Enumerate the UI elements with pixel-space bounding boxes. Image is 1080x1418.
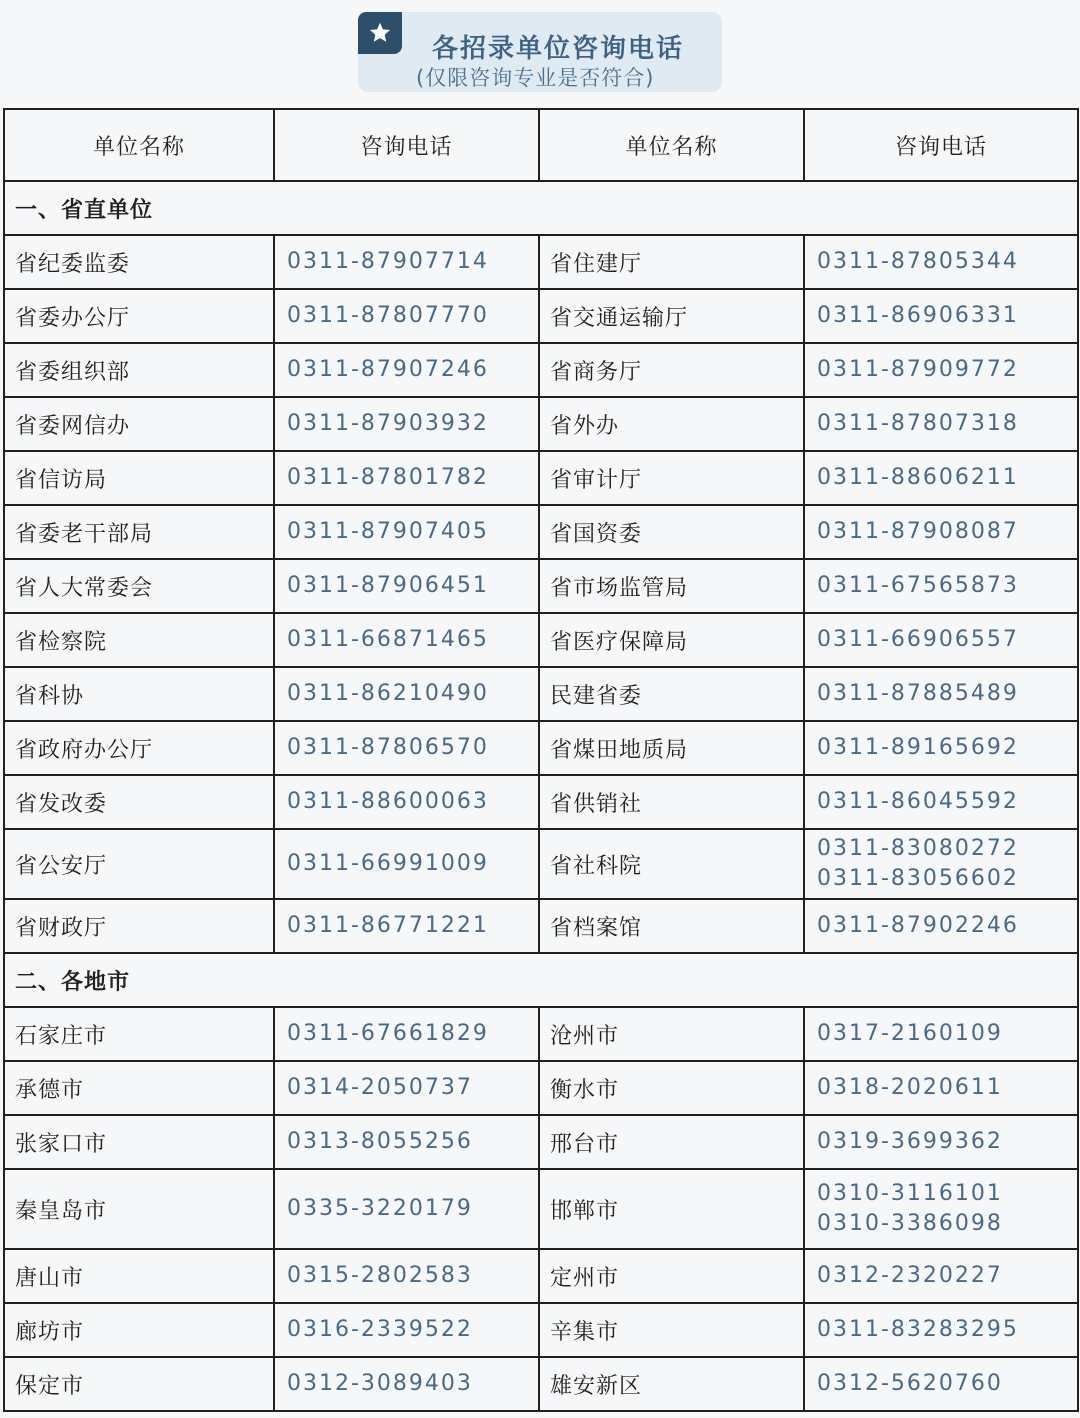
phone-number: 0311-87909772 [817,357,1019,382]
unit-name-cell: 省审计厅 [539,451,804,505]
phone-cell [274,1303,539,1357]
unit-name-cell: 省公安厅 [4,829,274,899]
phone-cell [804,899,1078,953]
header-unit-name: 单位名称 [539,109,804,181]
phone-cell [804,1357,1078,1411]
phone-number: 0312-3089403 [287,1371,473,1396]
table-row [4,667,1078,721]
table-row [4,397,1078,451]
phone-number: 0311-87885489 [817,681,1019,706]
phone-cell [274,1169,539,1249]
table-header-row [4,109,1078,181]
table-row [4,1061,1078,1115]
table-row [4,1249,1078,1303]
phone-cell [804,289,1078,343]
unit-name-cell: 省委老干部局 [4,505,274,559]
star-icon [358,12,402,54]
phone-cell [804,1061,1078,1115]
unit-name-cell: 省检察院 [4,613,274,667]
table-row [4,721,1078,775]
phone-cell [274,1115,539,1169]
page-subtitle: (仅限咨询专业是否符合) [416,66,655,90]
unit-name-cell: 省住建厅 [539,235,804,289]
unit-name-cell: 省档案馆 [539,899,804,953]
phone-cell [804,559,1078,613]
table-row [4,1169,1078,1249]
phone-number: 0311-83080272 [817,836,1019,861]
phone-number: 0311-66871465 [287,627,489,652]
table-body [4,181,1078,1411]
table-row [4,1115,1078,1169]
phone-number: 0311-88600063 [287,789,489,814]
unit-name-cell: 石家庄市 [4,1007,274,1061]
phone-number: 0311-87907405 [287,519,489,544]
section-title: 二、各地市 [4,953,1078,1007]
unit-name-cell: 省医疗保障局 [539,613,804,667]
section-row [4,953,1078,1007]
phone-cell [804,1007,1078,1061]
phone-cell [274,1249,539,1303]
table-row [4,289,1078,343]
phone-cell [804,397,1078,451]
phone-number: 0311-67565873 [817,573,1019,598]
unit-name-cell: 省交通运输厅 [539,289,804,343]
unit-name-cell: 辛集市 [539,1303,804,1357]
phone-number: 0311-87903932 [287,411,489,436]
phone-number: 0311-67661829 [287,1021,489,1046]
phone-cell [274,899,539,953]
unit-name-cell: 省发改委 [4,775,274,829]
phone-cell [274,343,539,397]
phone-number: 0311-87805344 [817,249,1019,274]
phone-number: 0311-88606211 [817,465,1019,490]
phone-number: 0311-87902246 [817,913,1019,938]
phone-number: 0311-87801782 [287,465,489,490]
phone-number: 0311-86210490 [287,681,489,706]
section-row [4,181,1078,235]
unit-name-cell: 省委网信办 [4,397,274,451]
unit-name-cell: 秦皇岛市 [4,1169,274,1249]
phone-cell [804,775,1078,829]
phone-cell [274,829,539,899]
phone-cell [804,829,1078,899]
phone-cell [274,775,539,829]
phone-cell [804,343,1078,397]
unit-name-cell: 承德市 [4,1061,274,1115]
unit-name-cell: 衡水市 [539,1061,804,1115]
phone-number: 0311-87907714 [287,249,489,274]
phone-number: 0311-87807770 [287,303,489,328]
phone-number: 0311-87908087 [817,519,1019,544]
table-row [4,1303,1078,1357]
phone-number: 0312-2320227 [817,1263,1003,1288]
phone-number: 0315-2802583 [287,1263,473,1288]
phone-number: 0311-87806570 [287,735,489,760]
unit-name-cell: 省市场监管局 [539,559,804,613]
phone-cell [274,559,539,613]
phone-number: 0311-66991009 [287,851,489,876]
table-row [4,451,1078,505]
phone-cell [804,235,1078,289]
phone-cell [274,667,539,721]
phone-number: 0311-86045592 [817,789,1019,814]
table-row [4,343,1078,397]
unit-name-cell: 廊坊市 [4,1303,274,1357]
unit-name-cell: 省委办公厅 [4,289,274,343]
table-row [4,235,1078,289]
contact-table [3,108,1079,1412]
phone-number: 0317-2160109 [817,1021,1003,1046]
phone-cell [274,289,539,343]
table-row [4,1007,1078,1061]
phone-number: 0311-66906557 [817,627,1019,652]
unit-name-cell: 省煤田地质局 [539,721,804,775]
table-row [4,613,1078,667]
phone-cell [274,397,539,451]
phone-number: 0311-89165692 [817,735,1019,760]
phone-cell [274,1061,539,1115]
table-row [4,899,1078,953]
phone-number: 0314-2050737 [287,1075,473,1100]
phone-cell [274,1357,539,1411]
unit-name-cell: 省国资委 [539,505,804,559]
unit-name-cell: 省财政厅 [4,899,274,953]
phone-cell [274,613,539,667]
unit-name-cell: 保定市 [4,1357,274,1411]
header-phone: 咨询电话 [274,109,539,181]
unit-name-cell: 省纪委监委 [4,235,274,289]
table-row [4,505,1078,559]
phone-number: 0310-3116101 [817,1181,1003,1206]
header-banner [358,12,722,92]
phone-cell [274,721,539,775]
phone-cell [804,667,1078,721]
phone-number: 0311-83056602 [817,866,1019,891]
phone-number: 0311-86906331 [817,303,1019,328]
phone-cell [274,451,539,505]
unit-name-cell: 邯郸市 [539,1169,804,1249]
unit-name-cell: 省信访局 [4,451,274,505]
phone-number: 0312-5620760 [817,1371,1003,1396]
phone-number: 0311-87807318 [817,411,1019,436]
unit-name-cell: 省外办 [539,397,804,451]
unit-name-cell: 张家口市 [4,1115,274,1169]
phone-cell [804,1249,1078,1303]
unit-name-cell: 省人大常委会 [4,559,274,613]
phone-cell [804,1115,1078,1169]
unit-name-cell: 民建省委 [539,667,804,721]
table-row [4,1357,1078,1411]
phone-number: 0310-3386098 [817,1211,1003,1236]
phone-cell [804,1303,1078,1357]
phone-cell [804,721,1078,775]
header-phone: 咨询电话 [804,109,1078,181]
phone-number: 0311-87907246 [287,357,489,382]
phone-cell [274,1007,539,1061]
phone-cell [274,235,539,289]
phone-cell [804,505,1078,559]
unit-name-cell: 省科协 [4,667,274,721]
header-unit-name: 单位名称 [4,109,274,181]
unit-name-cell: 邢台市 [539,1115,804,1169]
phone-cell [804,451,1078,505]
unit-name-cell: 雄安新区 [539,1357,804,1411]
unit-name-cell: 唐山市 [4,1249,274,1303]
unit-name-cell: 省供销社 [539,775,804,829]
unit-name-cell: 省商务厅 [539,343,804,397]
unit-name-cell: 定州市 [539,1249,804,1303]
page-title: 各招录单位咨询电话 [432,34,685,64]
phone-cell [804,613,1078,667]
table-row [4,829,1078,899]
unit-name-cell: 省社科院 [539,829,804,899]
phone-number: 0318-2020611 [817,1075,1003,1100]
phone-number: 0335-3220179 [287,1196,473,1221]
phone-number: 0319-3699362 [817,1129,1003,1154]
unit-name-cell: 省委组织部 [4,343,274,397]
phone-number: 0311-83283295 [817,1317,1019,1342]
unit-name-cell: 省政府办公厅 [4,721,274,775]
table-row [4,559,1078,613]
phone-number: 0316-2339522 [287,1317,473,1342]
phone-number: 0313-8055256 [287,1129,473,1154]
phone-cell [274,505,539,559]
section-title: 一、省直单位 [4,181,1078,235]
table-row [4,775,1078,829]
phone-number: 0311-86771221 [287,913,489,938]
phone-cell [804,1169,1078,1249]
unit-name-cell: 沧州市 [539,1007,804,1061]
phone-number: 0311-87906451 [287,573,489,598]
